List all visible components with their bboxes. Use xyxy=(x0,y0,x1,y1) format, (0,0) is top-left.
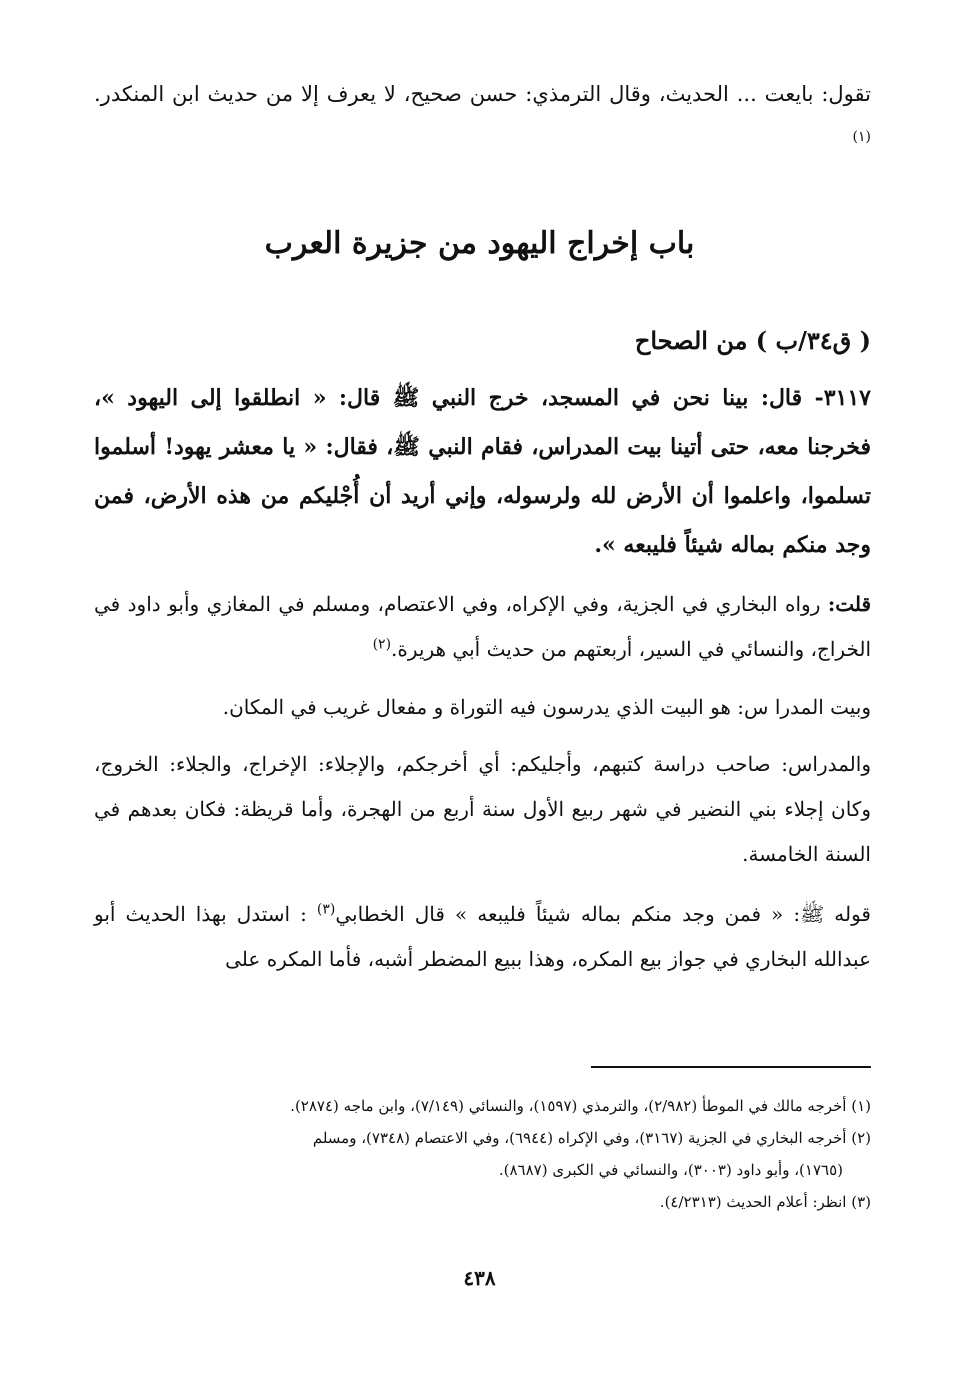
footnote-ref-3: (٣) xyxy=(316,901,336,918)
footnote-ref-2: (٢) xyxy=(372,636,392,653)
footnote-3: (٣) انظر: أعلام الحديث (٤/٢٣١٣). xyxy=(659,1193,871,1211)
paragraph-4-end: : استدل بهذا الحديث أبو عبدالله البخاري في جواز بيع المكره، وهذا ببيع المضطر أشبه، فأما المكره على xyxy=(94,902,871,971)
commentary-paragraph-1 xyxy=(94,582,871,672)
source-heading: ( ق٣٤/ب ) من الصحاح xyxy=(634,326,871,355)
footnote-ref-1: (١) xyxy=(852,129,871,145)
paragraph-4-start: قوله ﷺ: « فمن وجد منكم بماله شيئاً فليبعه » قال الخطابي xyxy=(335,902,871,926)
intro-text: تقول: بايعت ... الحديث، وقال الترمذي: حسن صحيح، لا يعرف إلا من حديث ابن المنكدر. xyxy=(94,82,871,106)
footnote-2: (٢) أخرجه البخاري في الجزية (٣١٦٧)، وفي الإكراه (٦٩٤٤)، وفي الاعتصام (٧٣٤٨)، ومسلم xyxy=(312,1129,871,1147)
commentary-paragraph-2: وبيت المدرا س: هو البيت الذي يدرسون فيه التوراة و مفعال غريب في المكان. xyxy=(222,695,871,719)
page-number: ٤٣٨ xyxy=(463,1266,496,1290)
paragraph-1-text: رواه البخاري في الجزية، وفي الإكراه، وفي الاعتصام، ومسلم في المغازي وأبو داود في الخراج، والنسائي في السير، أربعتهم من حديث أبي هريرة. xyxy=(94,592,871,661)
footnotes xyxy=(94,1090,871,1218)
chapter-heading: باب إخراج اليهود من جزيرة العرب xyxy=(264,226,695,261)
paragraph-lead: قلت: xyxy=(827,592,872,616)
footnote-1: (١) أخرجه مالك في الموطأ (٢/٩٨٢)، والترمذي (١٥٩٧)، والنسائي (٧/١٤٩)، وابن ماجه (٢٨٧٤). xyxy=(290,1097,871,1115)
commentary-paragraph-4 xyxy=(94,892,871,982)
hadith-text: ٣١١٧- قال: بينا نحن في المسجد، خرج النبي ﷺ قال: « انطلقوا إلى اليهود »، فخرجنا معه، حتى أتينا بيت المدراس، فقام النبي ﷺ، فقال: « يا معشر يهود! أسلموا تسلموا، واعلموا أن الأرض لله ولرسوله، وإني أريد أن أُجْليكم من هذه الأرض، فمن وجد منكم بماله شيئاً فليبعه ». xyxy=(94,385,871,558)
commentary-paragraph-3: والمدراس: صاحب دراسة كتبهم، وأجليكم: أي أخرجكم، والإجلاء: الإخراج، والجلاء: الخروج، وكان إجلاء بني النضير في شهر ربيع الأول سنة أربع من الهجرة، وأما قريظة: فكان بعدهم في السنة الخامسة. xyxy=(94,752,871,866)
intro-paragraph xyxy=(94,70,871,166)
footnote-2-continued: (١٧٦٥)، وأبو داود (٣٠٠٣)، والنسائي في الكبرى (٨٦٨٧). xyxy=(498,1161,843,1179)
footnote-divider xyxy=(591,1066,871,1068)
